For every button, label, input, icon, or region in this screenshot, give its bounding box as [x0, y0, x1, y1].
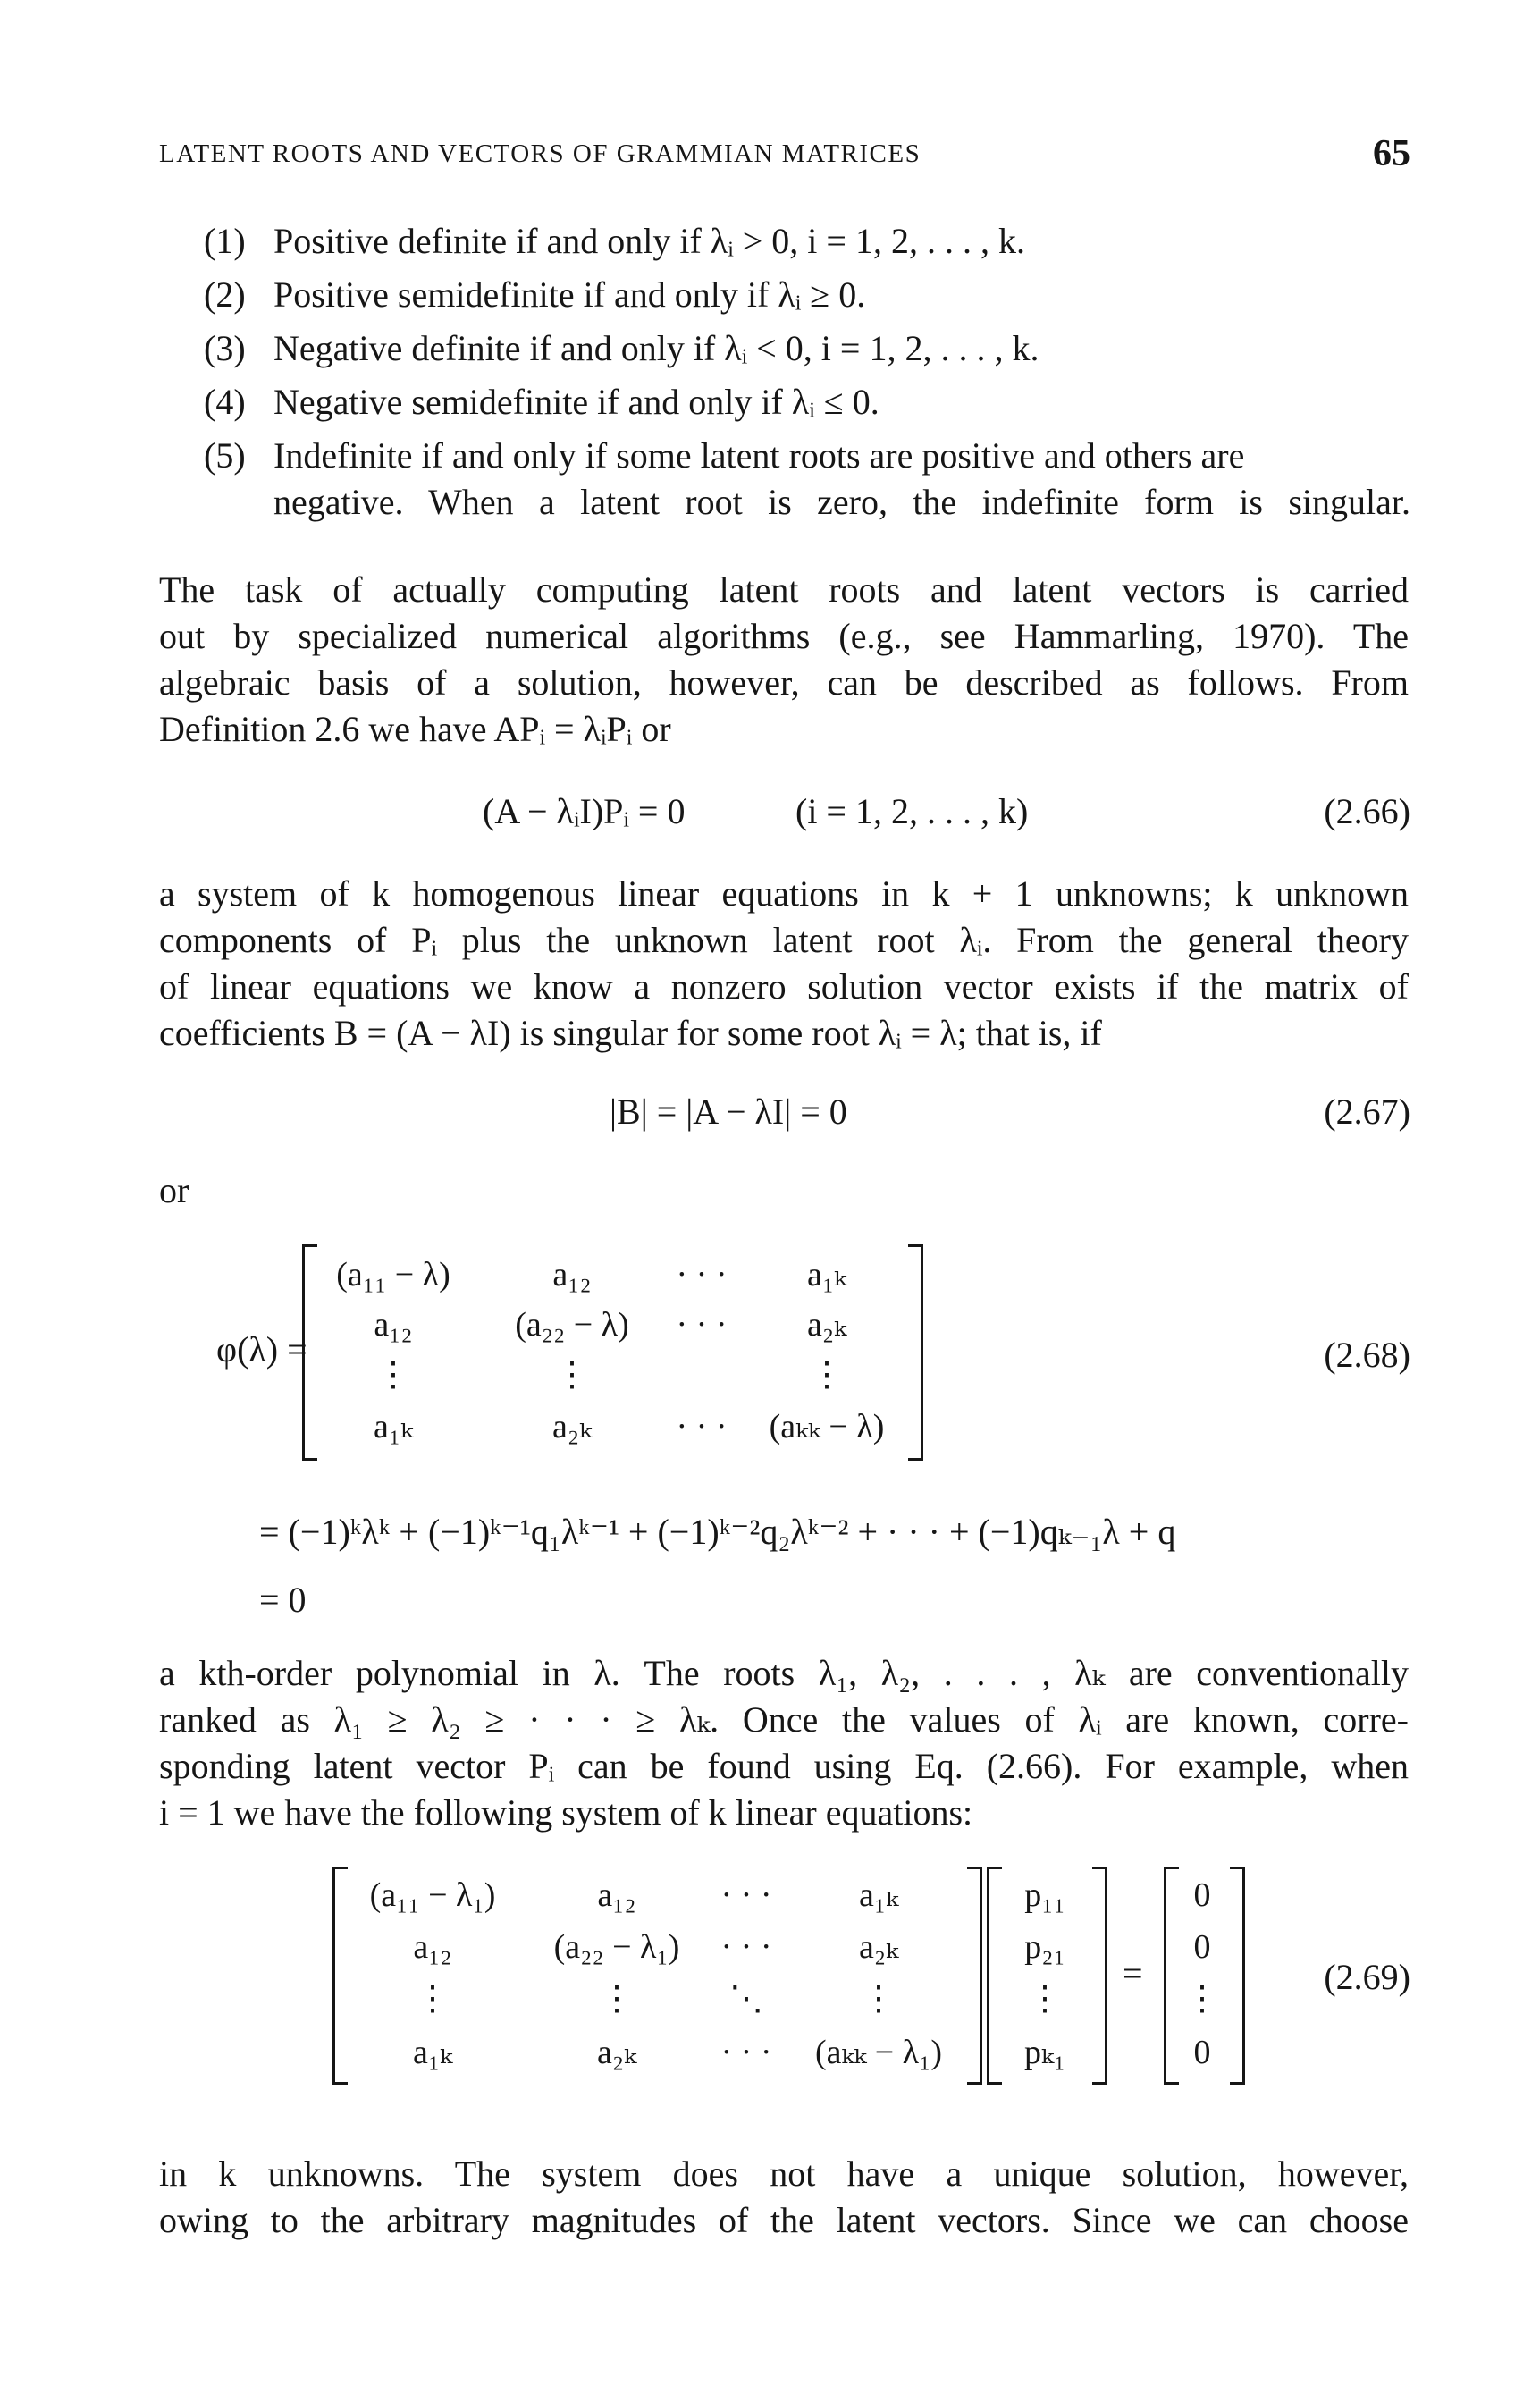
list-number: (5) — [204, 435, 246, 476]
equation-2-67: |B| = |A − λI| = 0 — [610, 1091, 847, 1132]
matrix-cell: (a₁₁ − λ) — [336, 1256, 450, 1294]
paragraph-line: algebraic basis of a solution, however, can be described as follows. From — [159, 662, 1409, 703]
paragraph-line: a kth-order polynomial in λ. The roots λ₁, λ₂, . . . , λₖ are conventionally — [159, 1653, 1409, 1693]
list-text: Indefinite if and only if some latent roots are positive and others are — [273, 435, 1245, 476]
paragraph-line: coefficients B = (A − λI) is singular for some root λᵢ = λ; that is, if — [159, 1013, 1102, 1053]
right-bracket — [908, 1244, 923, 1461]
phi-lhs: φ(λ) = — [216, 1329, 307, 1370]
polynomial-expansion: = (−1)ᵏλᵏ + (−1)ᵏ⁻¹q₁λᵏ⁻¹ + (−1)ᵏ⁻²q₂λᵏ⁻² + · · · + (−1)qₖ₋₁λ + q — [259, 1512, 1176, 1552]
paragraph-line: a system of k homogenous linear equations in k + 1 unknowns; k unknown — [159, 873, 1409, 914]
right-bracket — [967, 1867, 982, 2085]
matrix-cell: (aₖₖ − λ) — [769, 1408, 885, 1445]
paragraph-line: Definition 2.6 we have APᵢ = λᵢPᵢ or — [159, 709, 671, 749]
vector-cell: 0 — [1193, 1876, 1211, 1914]
paragraph-line: The task of actually computing latent roots and latent vectors is carried — [159, 569, 1409, 610]
matrix-cell: (a₁₁ − λ₁) — [369, 1876, 496, 1914]
matrix-cell: a₁ₖ — [374, 1408, 413, 1445]
matrix-cell: a₁₂ — [413, 1928, 452, 1966]
matrix-cell: a₂ₖ — [597, 2034, 636, 2071]
vector-cell: p₂₁ — [1024, 1928, 1065, 1966]
paragraph-line: out by specialized numerical algorithms (e.g., see Hammarling, 1970). The — [159, 616, 1409, 656]
list-text: Positive definite if and only if λᵢ > 0, i = 1, 2, . . . , k. — [273, 221, 1025, 261]
matrix-cell: ⋮ — [555, 1356, 589, 1394]
polynomial-zero: = 0 — [259, 1580, 307, 1620]
page-number: 65 — [1373, 133, 1410, 174]
matrix-cell: a₁ₖ — [807, 1256, 846, 1294]
vector-cell: p₁₁ — [1024, 1876, 1065, 1914]
paragraph-line: owing to the arbitrary magnitudes of the latent vectors. Since we can choose — [159, 2200, 1409, 2240]
list-text: Negative semidefinite if and only if λᵢ ≤ 0. — [273, 382, 879, 422]
matrix-cell: a₁₂ — [552, 1256, 592, 1294]
matrix-cell: · · · — [720, 1928, 772, 1966]
paragraph-line: sponding latent vector Pᵢ can be found using Eq. (2.66). For example, when — [159, 1746, 1409, 1786]
equation-number: (2.68) — [1324, 1335, 1410, 1375]
running-head: LATENT ROOTS AND VECTORS OF GRAMMIAN MATRICES — [159, 139, 921, 168]
list-number: (4) — [204, 382, 246, 422]
list-item — [204, 433, 1410, 479]
vector-cell: ⋮ — [1185, 1980, 1219, 2018]
vector-cell: ⋮ — [1028, 1980, 1062, 2018]
matrix-cell: · · · — [676, 1256, 728, 1294]
matrix-cell: (a₂₂ − λ₁) — [553, 1928, 680, 1966]
equation-2-66-lhs: (A − λᵢI)Pᵢ = 0 — [483, 791, 686, 831]
right-bracket — [1230, 1867, 1245, 2085]
matrix-cell: ⋮ — [862, 1980, 896, 2018]
page-header — [159, 132, 1410, 177]
matrix-cell: · · · — [720, 2034, 772, 2071]
or-word: or — [159, 1170, 189, 1210]
matrix-cell: a₁₂ — [374, 1306, 413, 1344]
list-text: Positive semidefinite if and only if λᵢ ≥ 0. — [273, 274, 866, 315]
right-bracket — [1092, 1867, 1107, 2085]
vector-cell: pₖ₁ — [1023, 2034, 1066, 2071]
matrix-cell: (aₖₖ − λ₁) — [815, 2034, 942, 2071]
vector-cell: 0 — [1193, 1928, 1211, 1966]
matrix-cell: · · · — [676, 1306, 728, 1344]
equation-number: (2.67) — [1324, 1091, 1410, 1132]
paragraph-line: in k unknowns. The system does not have a unique solution, however, — [159, 2153, 1409, 2194]
matrix-cell: ⋮ — [600, 1980, 634, 2018]
list-item — [204, 379, 1410, 426]
matrix-cell: · · · — [720, 1876, 772, 1914]
matrix-cell: a₂ₖ — [807, 1306, 846, 1344]
list-item — [204, 218, 1410, 265]
matrix-cell: ⋮ — [376, 1356, 410, 1394]
paragraph-line: components of Pᵢ plus the unknown latent root λᵢ. From the general theory — [159, 920, 1409, 960]
list-item — [204, 272, 1410, 318]
equation-2-66-condition: (i = 1, 2, . . . , k) — [795, 791, 1029, 831]
list-number: (2) — [204, 274, 246, 315]
equals-sign: = — [1123, 1953, 1143, 1993]
matrix-cell: a₁ₖ — [413, 2034, 452, 2071]
equation-number: (2.66) — [1324, 791, 1410, 831]
equation-number: (2.69) — [1324, 1957, 1410, 1997]
matrix-cell: ⋮ — [416, 1980, 450, 2018]
list-item — [204, 325, 1410, 372]
matrix-cell: a₁ₖ — [859, 1876, 898, 1914]
matrix-cell: a₂ₖ — [859, 1928, 898, 1966]
list-number: (3) — [204, 328, 246, 368]
matrix-cell: · · · — [676, 1408, 728, 1445]
paragraph-line: ranked as λ₁ ≥ λ₂ ≥ · · · ≥ λₖ. Once the values of λᵢ are known, corre- — [159, 1699, 1409, 1740]
matrix-cell: ⋱ — [729, 1980, 763, 2018]
matrix-cell: ⋮ — [810, 1356, 844, 1394]
list-number: (1) — [204, 221, 246, 261]
list-item-continuation: negative. When a latent root is zero, the indefinite form is singular. — [273, 482, 1410, 522]
vector-cell: 0 — [1193, 2034, 1211, 2071]
matrix-cell: a₂ₖ — [552, 1408, 592, 1445]
matrix-cell: (a₂₂ − λ) — [515, 1306, 629, 1344]
paragraph-line: i = 1 we have the following system of k linear equations: — [159, 1792, 973, 1833]
matrix-cell: a₁₂ — [597, 1876, 636, 1914]
paragraph-line: of linear equations we know a nonzero solution vector exists if the matrix of — [159, 966, 1409, 1007]
list-text: Negative definite if and only if λᵢ < 0, i = 1, 2, . . . , k. — [273, 328, 1039, 368]
